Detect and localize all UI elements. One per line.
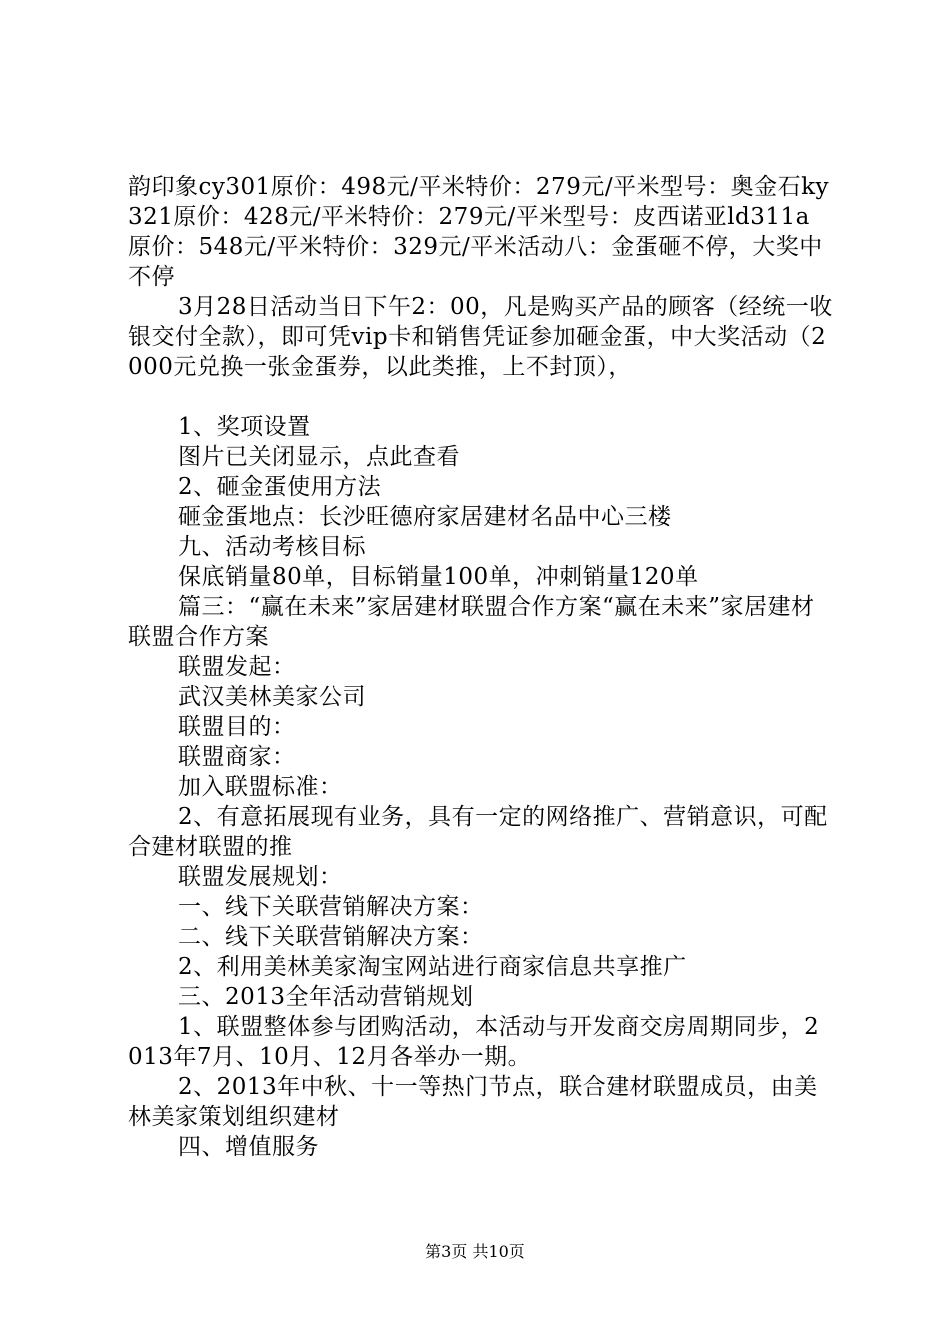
paragraph-company-name: 武汉美林美家公司 bbox=[178, 684, 366, 710]
paragraph-assessment-heading: 九、活动考核目标 bbox=[178, 534, 366, 560]
page-footer: 第3页 共10页 bbox=[425, 1242, 525, 1261]
paragraph-holiday-events: 2、2013年中秋、十一等热门节点，联合建材联盟成员，由美林美家策划组织建材 bbox=[128, 1074, 818, 1130]
paragraph-offline-solution-one: 一、线下关联营销解决方案： bbox=[178, 894, 484, 920]
paragraph-annual-plan: 三、2013全年活动营销规划 bbox=[178, 984, 474, 1010]
paragraph-product-list: 韵印象cy301原价：498元/平米特价：279元/平米型号：奥金石ky321原价：428元/平米特价：279元/平米型号：皮西诺亚ld311a原价：548元/平米特价：329元/平米活动八：金蛋砸不停，大奖中不停 bbox=[128, 174, 830, 290]
paragraph-golden-egg-activity: 3月28日活动当日下午2：00，凡是购买产品的顾客（经统一收银交付全款），即可凭vip卡和销售凭证参加砸金蛋，中大奖活动（2000元兑换一张金蛋券，以此类推，上不封顶）， bbox=[128, 294, 833, 380]
paragraph-prize-settings: 1、奖项设置 bbox=[178, 414, 311, 440]
paragraph-alliance-purpose: 联盟目的： bbox=[178, 714, 296, 740]
paragraph-standard-two: 2、有意拓展现有业务，具有一定的网络推广、营销意识，可配合建材联盟的推 bbox=[128, 804, 828, 860]
paragraph-alliance-initiator-label: 联盟发起： bbox=[178, 654, 296, 680]
paragraph-value-added-services: 四、增值服务 bbox=[178, 1134, 319, 1160]
paragraph-taobao-promotion: 2、利用美林美家淘宝网站进行商家信息共享推广 bbox=[178, 954, 687, 980]
paragraph-usage-method: 2、砸金蛋使用方法 bbox=[178, 474, 382, 500]
paragraph-alliance-merchants: 联盟商家： bbox=[178, 744, 296, 770]
paragraph-part-three-title: 篇三：“赢在未来”家居建材联盟合作方案“赢在未来”家居建材联盟合作方案 bbox=[128, 594, 815, 650]
paragraph-location: 砸金蛋地点：长沙旺德府家居建材名品中心三楼 bbox=[178, 504, 672, 530]
document-body bbox=[128, 172, 833, 1162]
paragraph-development-plan: 联盟发展规划： bbox=[178, 864, 343, 890]
paragraph-sales-targets: 保底销量80单，目标销量100单，冲刺销量120单 bbox=[178, 564, 699, 590]
paragraph-group-buy: 1、联盟整体参与团购活动，本活动与开发商交房周期同步，2013年7月、10月、12月各举办一期。 bbox=[128, 1014, 820, 1070]
paragraph-gap bbox=[128, 382, 833, 412]
paragraph-join-standards: 加入联盟标准： bbox=[178, 774, 343, 800]
paragraph-image-hidden-link[interactable]: 图片已关闭显示，点此查看 bbox=[178, 444, 460, 470]
paragraph-offline-solution-two: 二、线下关联营销解决方案： bbox=[178, 924, 484, 950]
